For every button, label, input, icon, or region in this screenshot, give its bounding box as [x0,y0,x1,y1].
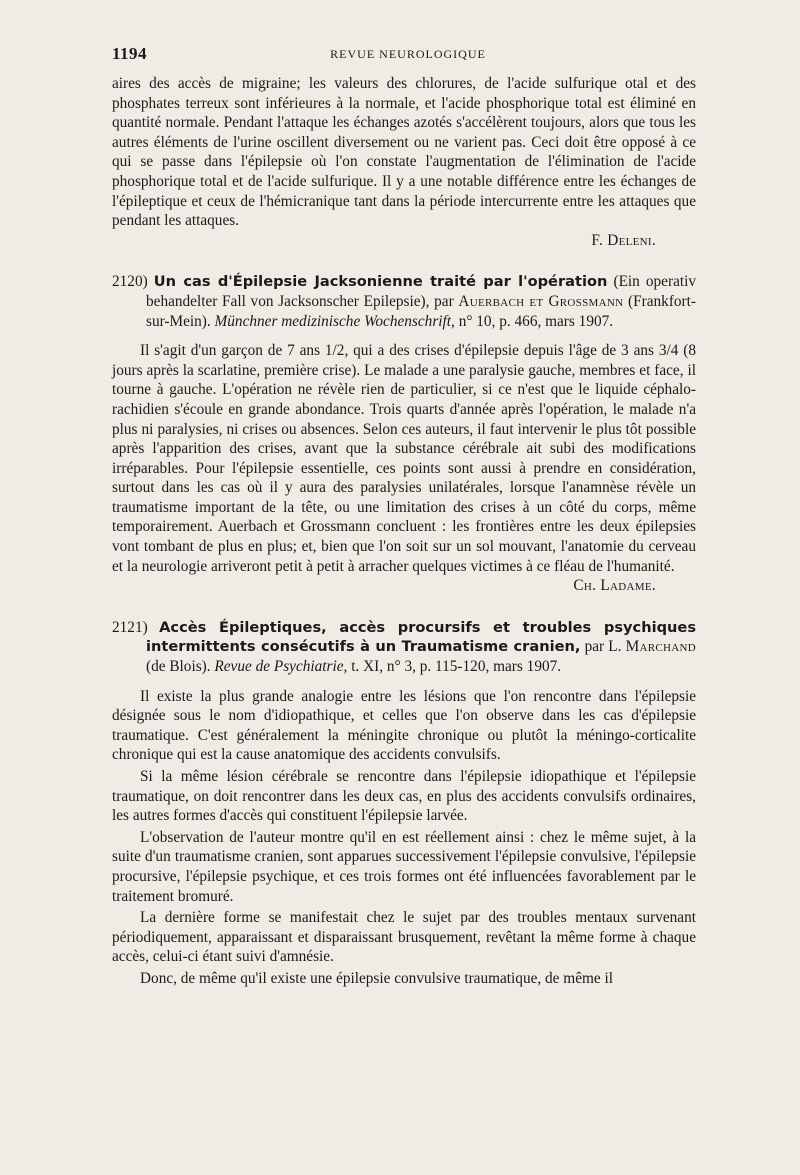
entry-author-prefix: par L. [584,638,622,656]
entry-2120-signature: Ch. Ladame. [573,577,656,595]
entry-2121-paragraph-2: Si la même lésion cérébrale se rencontre dans l'épilepsie idiopathique et l'épilepsie traumatique, on doit rencontrer dans les deux cas, en plus des accidents convulsifs ordinaires, les autres formes d'accès qui constituent l'épilepsie larvée. [112,768,696,825]
entry-2121-heading [112,618,697,677]
entry-authors: Auerbach et Grossmann [458,292,624,310]
entry-2121-paragraph-5: Donc, de même qu'il existe une épilepsie convulsive traumatique, de même il [140,969,613,987]
entry-2121-paragraph-4: La dernière forme se manifestait chez le sujet par des troubles mentaux survenant périodiquement, apparaissant et disparaissant brusquement, revêtant la même forme à chaque accès, celui-ci étant suivi d'amnésie. [112,909,696,966]
entry-location: (de Blois). [146,658,211,676]
page-content [112,74,696,989]
entry-subtitle: (Ein operativ behandelter Fall von Jacksonscher Epilepsie), par [146,273,697,310]
entry-title: Accès Épileptiques, accès procursifs et troubles psychiques intermittents consécutifs à un Traumatisme cranien, [146,618,697,656]
entry-2120-heading [112,272,697,331]
entry-title: Un cas d'Épilepsie Jacksonienne traité par l'opération [153,273,608,291]
entry-2120-body: Il s'agit d'un garçon de 7 ans 1/2, qui a des crises d'épilepsie depuis l'âge de 3 ans 3/4 (8 jours après la scarlatine, première crise). Le malade a une paralysie gauche, membres et face, il tourne à gauche. L'opération ne révèle rien de particulier, si ce n'est que le liquide céphalo-rachidien s'écoule en grande abondance. Trois quarts d'année après l'opération, le malade n'a plus ni paralysies, ni crises ou absences. Selon ces auteurs, il faut intervenir le plus tôt possible après l'apparition des crises, avant que la substance cérébrale ait subi des modifications irréparables. Pour l'épilepsie essentielle, ces points sont aussi à prendre en considération, surtout dans les cas où il y aura des paralysies unilatérales, lorsque l'anamnèse révèle un traumatisme important de la tête, ou une limitation des crises à un côté du corps, même temporairement. Auerbach et Grossmann concluent : les frontières entre les deux épilepsies vont tombant de plus en plus; et, bien que l'on soit sur un sol mouvant, l'anatomie du cerveau et la neurologie arriveront petit à petit à arracher quelques victimes à ce fléau de l'humanité. [112,342,696,575]
entry-location: (Frankfort-sur-Mein). [146,292,696,330]
entry-2121 [112,618,696,989]
entry-2121-paragraph-1: Il existe la plus grande analogie entre les lésions que l'on rencontre dans l'épilepsie désignée sous le nom d'idiopathique, et celles que l'on observe dans les cas d'épilepsie traumatique. C'est généralement la méningite chronique ou plutôt la méningo-corticalite chronique qui est la cause anatomique des accidents convulsifs. [112,687,696,764]
entry-2120 [112,272,696,596]
entry-journal: Revue de Psychiatrie, [214,658,348,676]
entry-authors: Marchand [625,638,697,656]
page-header [112,44,704,64]
previous-entry [112,74,696,250]
previous-entry-signature: F. Deleni. [591,231,656,249]
page-number: 1194 [112,44,148,63]
running-head: REVUE NEUROLOGIQUE [330,47,486,61]
entry-number: 2120) [112,273,148,291]
entry-number: 2121) [112,618,148,636]
entry-citation: n° 10, p. 466, mars 1907. [458,312,614,330]
entry-journal: Münchner medizinische Wochenschrift, [214,312,455,330]
entry-2121-paragraph-3: L'observation de l'auteur montre qu'il en est réellement ainsi : chez le même sujet, à la suite d'un traumatisme cranien, sont apparues successivement l'épilepsie convulsive, l'épilepsie procursive, l'épilepsie psychique, et ces trois formes ont été influencées favorablement par le traitement bromuré. [112,828,696,905]
entry-citation: t. XI, n° 3, p. 115-120, mars 1907. [351,658,562,676]
previous-entry-text: aires des accès de migraine; les valeurs des chlorures, de l'acide sulfurique otal et des phosphates terreux sont inférieures à la normale, et l'acide phosphorique total est éliminé en quantité normale. Pendant l'attaque les échanges azotés s'accélèrent toujours, alors que tous les autres éléments de l'urine oscillent diversement ou ne varient pas. Ceci doit être opposé à ce qui se passe dans l'épilepsie où l'on constate l'augmentation de l'élimination de l'acide phosphorique total et de l'acide sulfurique. Il y a une notable différence entre les échanges de l'épileptique et ceux de l'hémicranique tant dans la période intercurrente entre les attaques que pendant les attaques. [112,75,696,230]
